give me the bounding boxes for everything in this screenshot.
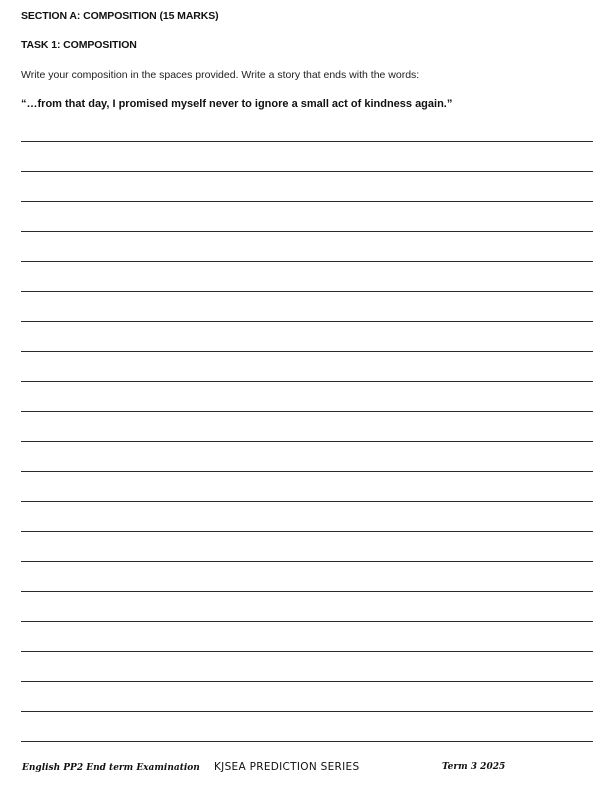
- writing-line: [21, 561, 593, 562]
- writing-line: [21, 621, 593, 622]
- writing-line: [21, 201, 593, 202]
- writing-line: [21, 261, 593, 262]
- writing-line: [21, 711, 593, 712]
- writing-line: [21, 291, 593, 292]
- writing-line: [21, 531, 593, 532]
- writing-line: [21, 441, 593, 442]
- writing-line: [21, 141, 593, 142]
- section-heading: SECTION A: COMPOSITION (15 MARKS): [21, 10, 219, 22]
- writing-line: [21, 651, 593, 652]
- writing-line: [21, 741, 593, 742]
- writing-line: [21, 321, 593, 322]
- footer-term: Term 3 2025: [442, 762, 506, 772]
- instruction-text: Write your composition in the spaces provided. Write a story that ends with the words:: [21, 69, 420, 81]
- writing-line: [21, 681, 593, 682]
- writing-line: [21, 471, 593, 472]
- writing-line: [21, 351, 593, 352]
- writing-line: [21, 171, 593, 172]
- writing-line: [21, 501, 593, 502]
- writing-line: [21, 411, 593, 412]
- task-heading: TASK 1: COMPOSITION: [21, 39, 137, 51]
- ending-quote: “…from that day, I promised myself never to ignore a small act of kindness again.”: [21, 98, 453, 110]
- writing-line: [21, 591, 593, 592]
- footer-exam-title: English PP2 End term Examination: [22, 763, 200, 773]
- writing-line: [21, 381, 593, 382]
- page-footer: [22, 761, 506, 773]
- writing-line: [21, 231, 593, 232]
- footer-series: KJSEA PREDICTION SERIES: [214, 761, 360, 773]
